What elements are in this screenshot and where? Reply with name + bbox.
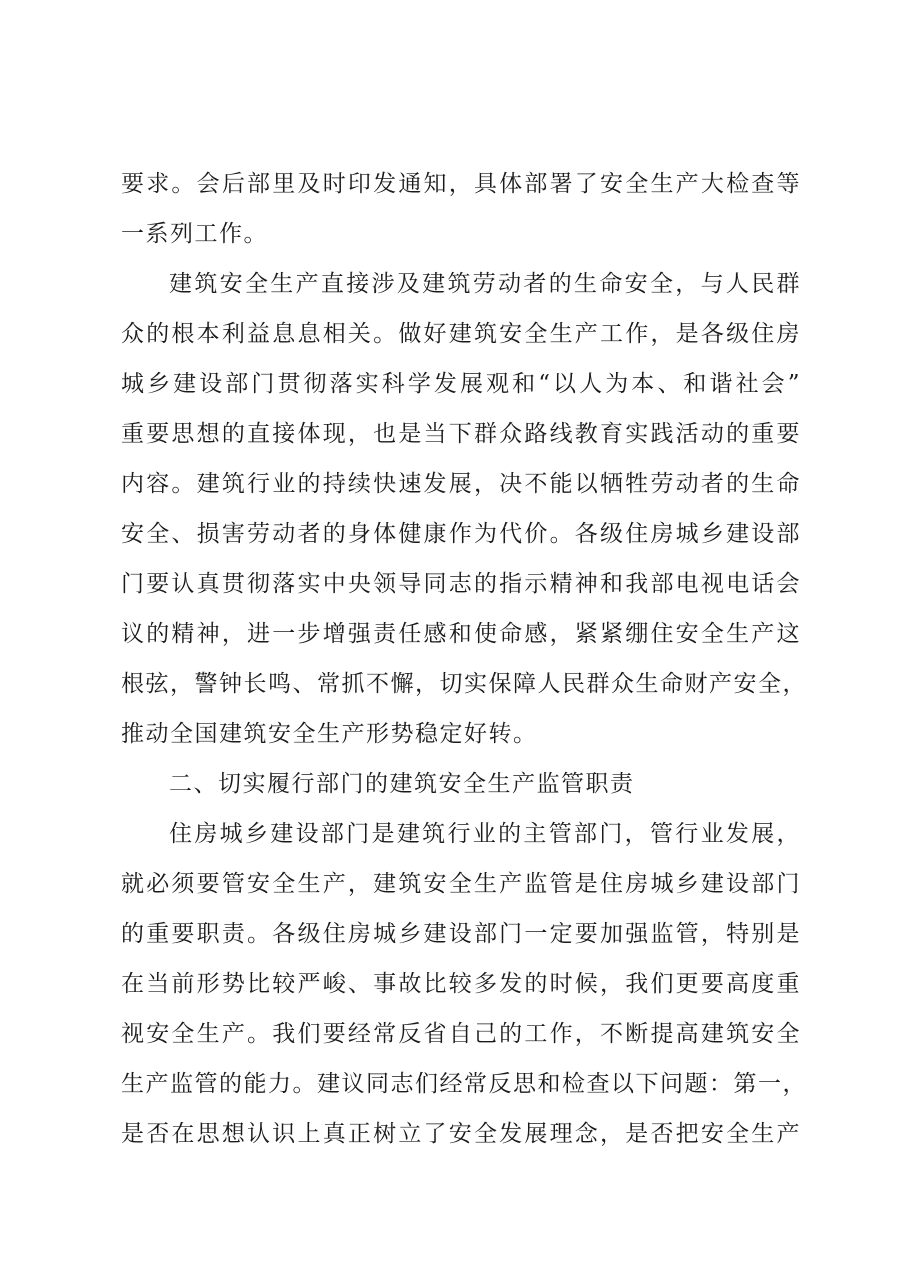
section-heading: 二、切实履行部门的建筑安全生产监管职责 bbox=[169, 771, 635, 797]
text-line: 推动全国建筑安全生产形势稳定好转。 bbox=[121, 721, 538, 747]
text-line: 就必须要管安全生产，建筑安全生产监管是住房城乡建设部门 bbox=[121, 871, 801, 897]
text-line: 安全、损害劳动者的身体健康作为代价。各级住房城乡建设部 bbox=[121, 521, 801, 547]
text-line: 的重要职责。各级住房城乡建设部门一定要加强监管，特别是 bbox=[121, 921, 801, 947]
text-line: 是否在思想认识上真正树立了安全发展理念，是否把安全生产 bbox=[121, 1121, 801, 1147]
text-line: 城乡建设部门贯彻落实科学发展观和“以人为本、和谐社会” bbox=[121, 371, 801, 397]
text-line: 根弦，警钟长鸣、常抓不懈，切实保障人民群众生命财产安全， bbox=[121, 671, 807, 697]
text-line: 门要认真贯彻落实中央领导同志的指示精神和我部电视电话会 bbox=[121, 571, 801, 597]
text-line: 生产监管的能力。建议同志们经常反思和检查以下问题：第一， bbox=[121, 1071, 807, 1097]
text-line: 视安全生产。我们要经常反省自己的工作，不断提高建筑安全 bbox=[121, 1021, 801, 1047]
text-line: 重要思想的直接体现，也是当下群众路线教育实践活动的重要 bbox=[121, 421, 801, 447]
paragraph-first-line: 住房城乡建设部门是建筑行业的主管部门，管行业发展， bbox=[169, 821, 801, 847]
text-line: 内容。建筑行业的持续快速发展，决不能以牺牲劳动者的生命 bbox=[121, 471, 801, 497]
text-line: 一系列工作。 bbox=[121, 221, 268, 247]
text-line: 议的精神，进一步增强责任感和使命感，紧紧绷住安全生产这 bbox=[121, 621, 801, 647]
text-line: 在当前形势比较严峻、事故比较多发的时候，我们更要高度重 bbox=[121, 971, 801, 997]
text-line: 要求。会后部里及时印发通知，具体部署了安全生产大检查等 bbox=[121, 171, 801, 197]
text-line: 众的根本利益息息相关。做好建筑安全生产工作，是各级住房 bbox=[121, 321, 801, 347]
paragraph-first-line: 建筑安全生产直接涉及建筑劳动者的生命安全，与人民群 bbox=[169, 271, 801, 297]
